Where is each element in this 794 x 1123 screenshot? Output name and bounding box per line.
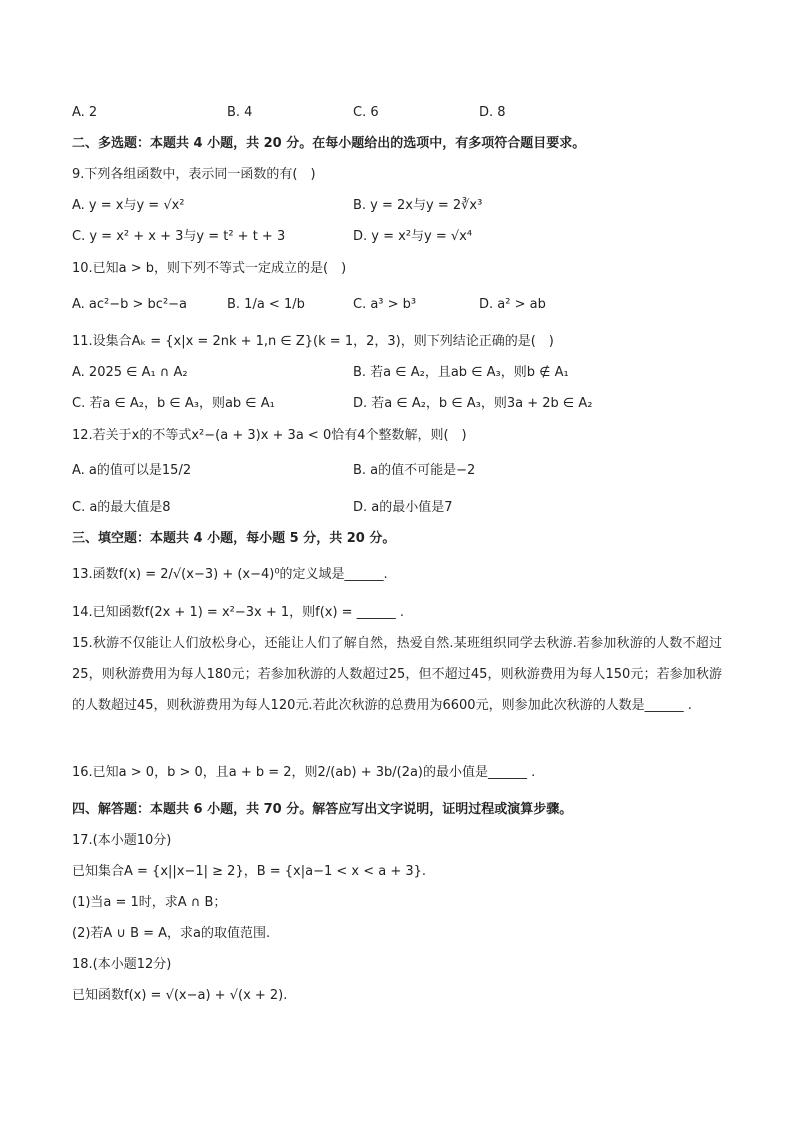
q9-stem: 9.下列各组函数中，表示同一函数的有( ) <box>72 167 316 182</box>
q11-stem: 11.设集合Aₖ = {x|x = 2nk + 1,n ∈ Z}(k = 1，2，3)，则下列结论正确的是( ) <box>72 334 554 349</box>
q12-option-c: C. a的最大值是8 <box>72 500 171 515</box>
section-fill-blank-heading: 三、填空题：本题共 4 小题，每小题 5 分，共 20 分。 <box>72 531 396 546</box>
q11-option-a: A. 2025 ∈ A₁ ∩ A₂ <box>72 365 188 380</box>
q12-option-a: A. a的值可以是15/2 <box>72 463 192 478</box>
q18-heading: 18.(本小题12分) <box>72 957 172 972</box>
q8-option-c: C. 6 <box>353 105 379 120</box>
q17-heading: 17.(本小题10分) <box>72 833 172 848</box>
q15-stem: 15.秋游不仅能让人们放松身心，还能让人们了解自然，热爱自然.某班组织同学去秋游.若参加秋游的人数不超过25，则秋游费用为每人180元；若参加秋游的人数超过25，但不超过45，则秋游费用为每人150元；若参加秋游的人数超过45，则秋游费用为每人120元.若此次秋游的总费用为6600元，则参加此次秋游的人数是______ . <box>72 636 722 713</box>
q17-part-2: (2)若A ∪ B = A，求a的取值范围. <box>72 926 271 941</box>
q9-option-a: A. y = x与y = √x² <box>72 198 185 213</box>
q10-stem: 10.已知a > b，则下列不等式一定成立的是( ) <box>72 261 347 276</box>
q17-part-1: (1)当a = 1时，求A ∩ B； <box>72 895 227 910</box>
q13-stem: 13.函数f(x) = 2/√(x−3) + (x−4)⁰的定义域是______. <box>72 567 388 582</box>
q11-option-d: D. 若a ∈ A₂，b ∈ A₃，则3a + 2b ∈ A₂ <box>353 396 593 411</box>
q9-option-d: D. y = x²与y = √x⁴ <box>353 229 473 244</box>
q11-option-c: C. 若a ∈ A₂，b ∈ A₃，则ab ∈ A₁ <box>72 396 275 411</box>
section-multiple-choice-heading: 二、多选题：本题共 4 小题，共 20 分。在每小题给出的选项中，有多项符合题目要求。 <box>72 136 586 151</box>
q8-option-b: B. 4 <box>227 105 253 120</box>
q17-stem: 已知集合A = {x||x−1| ≥ 2}，B = {x|a−1 < x < a + 3}. <box>72 864 427 879</box>
q16-stem: 16.已知a > 0，b > 0，且a + b = 2，则2/(ab) + 3b/(2a)的最小值是______ . <box>72 765 536 780</box>
q9-option-c: C. y = x² + x + 3与y = t² + t + 3 <box>72 229 286 244</box>
q10-option-a: A. ac²−b > bc²−a <box>72 297 188 312</box>
q8-option-d: D. 8 <box>479 105 506 120</box>
q12-option-d: D. a的最小值是7 <box>353 500 453 515</box>
q14-stem: 14.已知函数f(2x + 1) = x²−3x + 1，则f(x) = ______ . <box>72 605 404 620</box>
q10-option-c: C. a³ > b³ <box>353 297 417 312</box>
q12-stem: 12.若关于x的不等式x²−(a + 3)x + 3a < 0恰有4个整数解，则( ) <box>72 428 467 443</box>
q12-option-b: B. a的值不可能是−2 <box>353 463 476 478</box>
q10-option-b: B. 1/a < 1/b <box>227 297 305 312</box>
section-answer-heading: 四、解答题：本题共 6 小题，共 70 分。解答应写出文字说明，证明过程或演算步骤。 <box>72 802 573 817</box>
q10-option-d: D. a² > ab <box>479 297 546 312</box>
q11-option-b: B. 若a ∈ A₂，且ab ∈ A₃，则b ∉ A₁ <box>353 365 569 380</box>
q9-option-b: B. y = 2x与y = 2∛x³ <box>353 198 483 213</box>
q18-stem: 已知函数f(x) = √(x−a) + √(x + 2). <box>72 988 288 1003</box>
q8-option-a: A. 2 <box>72 105 98 120</box>
